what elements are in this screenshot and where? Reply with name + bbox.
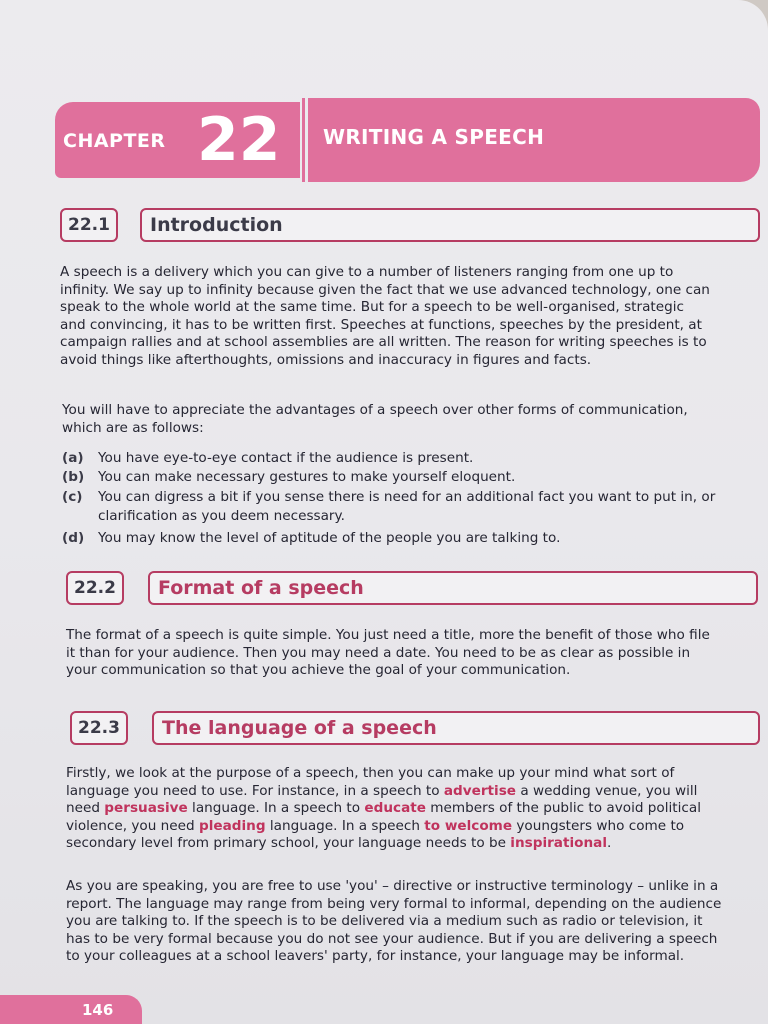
intro-paragraph-2: You will have to appreciate the advantages of a speech over other forms of communication, which are as follows: [62,402,688,436]
chapter-label: CHAPTER [63,130,166,152]
section-number: 22.3 [70,711,128,745]
list-item: (d) You may know the level of aptitude of the people you are talking to. [62,530,561,546]
page-number: 146 [82,1001,114,1019]
keyword-educate: educate [364,800,426,816]
keyword-persuasive: persuasive [104,800,188,816]
footer-bar [0,995,142,1024]
list-item: (c) You can digress a bit if you sense there is need for an additional fact you want to put in, or [62,489,716,505]
language-paragraph-1: Firstly, we look at the purpose of a speech, then you can make up your mind what sort of language you need to use. For instance, in a speech to advertise a wedding venue, you will need persuasive language. In a speech to educate members of the public to avoid political violence, you need pleading language. In a speech to welcome youngsters who come to secondary level from primary school, your language needs to be inspirational. [66,765,701,851]
keyword-welcome: to welcome [424,817,513,834]
keyword-pleading: pleading [198,817,266,834]
section-number: 22.2 [66,571,124,605]
chapter-title-block [308,98,760,182]
chapter-title: WRITING A SPEECH [323,125,545,149]
section-number: 22.1 [60,208,118,242]
chapter-divider [302,98,305,182]
chapter-label-block [55,102,300,178]
format-paragraph: The format of a speech is quite simple. You just need a title, more the benefit of those who file it than for your audience. Then you may need a date. You need to be as clear as possible in your communication so that you achieve the goal of your communication. [66,627,710,678]
section-heading-22-2 [66,571,760,603]
keyword-advertise: advertise [443,782,517,799]
section-title: Format of a speech [148,571,758,605]
list-item: (a) You have eye-to-eye contact if the audience is present. [62,450,474,466]
section-heading-22-3 [70,711,760,743]
section-title: Introduction [140,208,760,242]
section-title: The language of a speech [152,711,760,745]
section-heading-22-1 [60,208,760,240]
keyword-inspirational: inspirational [510,835,607,851]
chapter-banner [55,98,760,182]
list-item-continuation: clarification as you deem necessary. [98,508,345,524]
intro-paragraph-1: A speech is a delivery which you can give to a number of listeners ranging from one up to infinity. We say up to infinity because given the fact that we use advanced technology, one can speak to the whole world at the same time. But for a speech to be well-organised, strategic and convincing, it has to be written first. Speeches at functions, speeches by the president, at campaign rallies and at school assemblies are all written. The reason for writing speeches is to avoid things like afterthoughts, omissions and inaccuracy in figures and facts. [60,264,710,368]
chapter-number: 22 [197,105,281,175]
list-item: (b) You can make necessary gestures to make yourself eloquent. [62,469,516,485]
language-paragraph-2: As you are speaking, you are free to use 'you' – directive or instructive terminology – unlike in a report. The language may range from being very formal to informal, depending on the audience you are talking to. If the speech is to be delivered via a medium such as radio or television, it has to be very formal because you do not see your audience. But if you are delivering a speech to your colleagues at a school leavers' party, for instance, your language may be informal. [66,878,722,964]
